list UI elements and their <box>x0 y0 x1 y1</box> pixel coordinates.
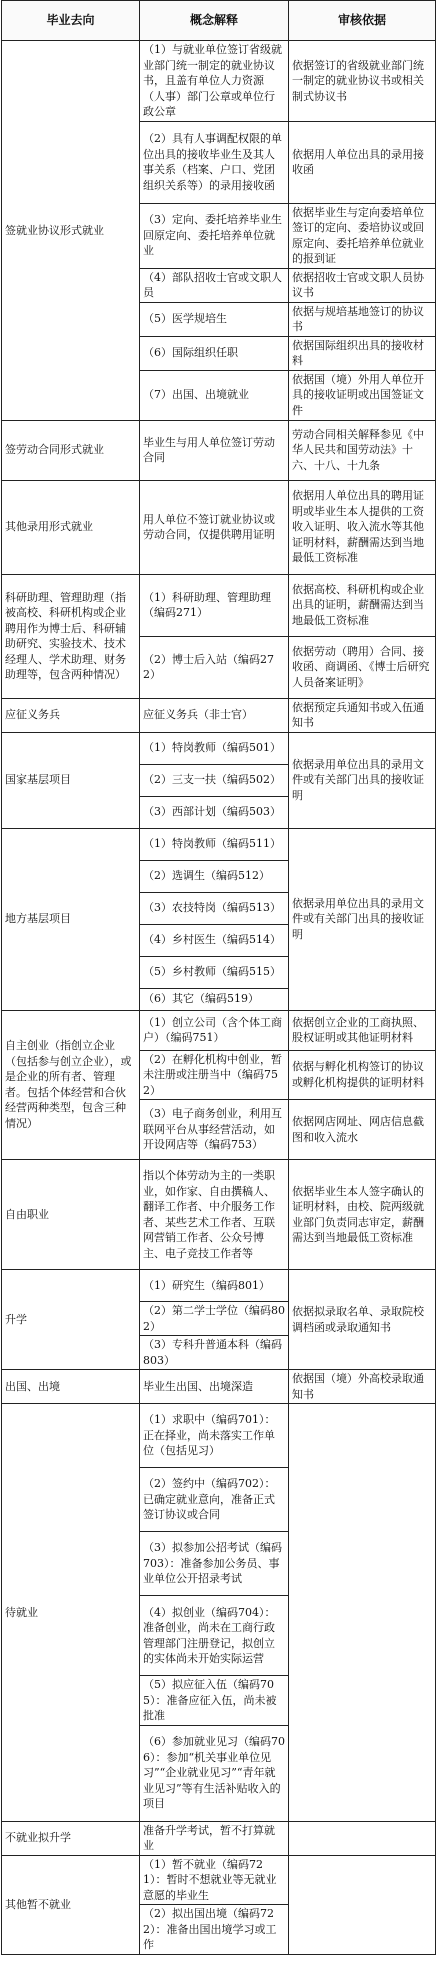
definition-cell: （4）拟创业（编码704）：准备创业，尚未在工商行政管理部门注册登记，拟创立的实体尚未开始实际运营 <box>140 1596 289 1676</box>
basis-cell: 依据拟录取名单、录取院校调档函或录取通知书 <box>289 1270 436 1370</box>
header-row <box>2 1 436 41</box>
basis-cell <box>289 1821 436 1855</box>
table-row <box>2 1160 436 1270</box>
basis-cell <box>289 1404 436 1822</box>
destination-cell: 待就业 <box>2 1404 140 1822</box>
table-row <box>2 1370 436 1404</box>
table-row <box>2 574 436 636</box>
basis-cell: 依据签订的省级就业部门统一制定的就业协议书或相关制式协议书 <box>289 41 436 122</box>
header-basis: 审核依据 <box>289 1 436 41</box>
basis-cell: 依据与规培基地签订的协议书 <box>289 302 436 336</box>
definition-cell: （1）特岗教师（编码501） <box>140 732 289 764</box>
definition-cell: （1）与就业单位签订省级就业部门统一制定的就业协议书，且盖有单位人力资源（人事）部门公章或单位行政公章 <box>140 41 289 122</box>
definition-cell: （3）拟参加公招考试（编码703）：准备参加公务员、事业单位公开招录考试 <box>140 1532 289 1596</box>
basis-cell: 依据录用单位出具的录用文件或有关部门出具的接收证明 <box>289 732 436 828</box>
basis-cell: 依据招收士官或文职人员协议书 <box>289 268 436 302</box>
header-definition: 概念解释 <box>140 1 289 41</box>
definition-cell: （1）科研助理、管理助理（编码271） <box>140 574 289 636</box>
definition-cell: （2）第二学士学位（编码802） <box>140 1302 289 1336</box>
table-row <box>2 828 436 860</box>
table-row <box>2 480 436 574</box>
basis-cell: 依据国（境）外用人单位开具的接收证明或出国签证文件 <box>289 370 436 420</box>
table-row <box>2 732 436 764</box>
definition-cell: （7）出国、出境就业 <box>140 370 289 420</box>
destination-cell: 地方基层项目 <box>2 828 140 1010</box>
definition-cell: 应征义务兵（非士官） <box>140 698 289 732</box>
basis-cell: 依据毕业生本人签字确认的证明材料，由校、院两级就业部门负责同志审定，薪酬需达到当地最低工资标准 <box>289 1160 436 1270</box>
basis-cell: 依据网店网址、网店信息截图和收入流水 <box>289 1100 436 1160</box>
destination-cell: 签就业协议形式就业 <box>2 41 140 421</box>
definition-cell: 毕业生出国、出境深造 <box>140 1370 289 1404</box>
table-row <box>2 698 436 732</box>
destination-cell: 其他录用形式就业 <box>2 480 140 574</box>
basis-cell: 依据创立企业的工商执照、股权证明或其他证明材料 <box>289 1010 436 1050</box>
definition-cell: （5）医学规培生 <box>140 302 289 336</box>
basis-cell: 依据毕业生与定向委培单位签订的定向、委培协议或回原定向、委托培养单位就业的报到证 <box>289 203 436 268</box>
basis-cell: 依据录用单位出具的录用文件或有关部门出具的接收证明 <box>289 828 436 1010</box>
definition-cell: （6）参加就业见习（编码706）：参加“机关事业单位见习”“企业就业见习”“青年就业见习”等有生活补贴收入的项目 <box>140 1725 289 1821</box>
table-row <box>2 1010 436 1050</box>
definition-cell: （1）暂不就业（编码721）：暂时不想就业等无就业意愿的毕业生 <box>140 1855 289 1905</box>
basis-cell <box>289 1855 436 1954</box>
definition-cell: （6）国际组织任职 <box>140 336 289 370</box>
destination-cell: 其他暂不就业 <box>2 1855 140 1954</box>
definition-cell: （3）西部计划（编码503） <box>140 796 289 828</box>
definition-cell: （2）拟出国出境（编码722）：准备出国出境学习或工作 <box>140 1905 289 1955</box>
table-row <box>2 420 436 480</box>
definition-cell: 毕业生与用人单位签订劳动合同 <box>140 420 289 480</box>
definition-cell: （5）拟应征入伍（编码705）：准备应征入伍，尚未被批准 <box>140 1676 289 1726</box>
definition-cell: （1）特岗教师（编码511） <box>140 828 289 860</box>
definition-cell: （5）乡村教师（编码515） <box>140 956 289 988</box>
table-row <box>2 41 436 122</box>
destination-cell: 不就业拟升学 <box>2 1821 140 1855</box>
destination-cell: 出国、出境 <box>2 1370 140 1404</box>
definition-cell: （2）具有人事调配权限的单位出具的接收毕业生及其人事关系（档案、户口、党团组织关系等）的录用接收函 <box>140 121 289 203</box>
definition-cell: 指以个体劳动为主的一类职业，如作家、自由撰稿人、翻译工作者、中介服务工作者、某些艺术工作者、互联网营销工作者、公众号博主、电子竞技工作者等 <box>140 1160 289 1270</box>
destination-cell: 自由职业 <box>2 1160 140 1270</box>
header-destination: 毕业去向 <box>2 1 140 41</box>
definition-cell: （2）签约中（编码702）：已确定就业意向，准备正式签订协议或合同 <box>140 1468 289 1532</box>
definition-cell: （4）部队招收士官或文职人员 <box>140 268 289 302</box>
definition-cell: （2）博士后入站（编码272） <box>140 636 289 698</box>
definition-cell: （2）三支一扶（编码502） <box>140 764 289 796</box>
basis-cell: 依据用人单位出具的录用接收函 <box>289 121 436 203</box>
definition-cell: （2）在孵化机构中创业，暂未注册或注册当中（编码752） <box>140 1050 289 1100</box>
definition-cell: 准备升学考试，暂不打算就业 <box>140 1821 289 1855</box>
basis-cell: 依据与孵化机构签订的协议或孵化机构提供的证明材料 <box>289 1050 436 1100</box>
basis-cell: 依据国际组织出具的接收材料 <box>289 336 436 370</box>
destination-cell: 科研助理、管理助理（指被高校、科研机构或企业聘用作为博士后、科研辅助研究、实验技术、技术经理人、学术助理、财务助理等，包含两种情况） <box>2 574 140 698</box>
definition-cell: （3）定向、委托培养毕业生回原定向、委托培养单位就业 <box>140 203 289 268</box>
definition-cell: （2）选调生（编码512） <box>140 860 289 892</box>
definition-cell: （6）其它（编码519） <box>140 988 289 1010</box>
definition-cell: （1）研究生（编码801） <box>140 1270 289 1302</box>
basis-cell: 依据国（境）外高校录取通知书 <box>289 1370 436 1404</box>
basis-cell: 依据高校、科研机构或企业出具的证明，薪酬需达到当地最低工资标准 <box>289 574 436 636</box>
destination-cell: 应征义务兵 <box>2 698 140 732</box>
basis-cell: 劳动合同相关解释参见《中华人民共和国劳动法》十六、十八、十九条 <box>289 420 436 480</box>
table-row <box>2 1821 436 1855</box>
employment-destination-table <box>1 0 436 1955</box>
destination-cell: 升学 <box>2 1270 140 1370</box>
table-row <box>2 1270 436 1302</box>
definition-cell: （3）农技特岗（编码513） <box>140 892 289 924</box>
basis-cell: 依据预定兵通知书或入伍通知书 <box>289 698 436 732</box>
basis-cell: 依据用人单位出具的聘用证明或毕业生本人提供的工资收入证明、收入流水等其他证明材料，薪酬需达到当地最低工资标准 <box>289 480 436 574</box>
definition-cell: （1）创立公司（含个体工商户）（编码751） <box>140 1010 289 1050</box>
definition-cell: （3）专科升普通本科（编码803） <box>140 1336 289 1370</box>
destination-cell: 国家基层项目 <box>2 732 140 828</box>
basis-cell: 依据劳动（聘用）合同、接收函、商调函、《博士后研究人员备案证明》 <box>289 636 436 698</box>
destination-cell: 签劳动合同形式就业 <box>2 420 140 480</box>
definition-cell: （4）乡村医生（编码514） <box>140 924 289 956</box>
definition-cell: 用人单位不签订就业协议或劳动合同，仅提供聘用证明 <box>140 480 289 574</box>
table-row <box>2 1404 436 1468</box>
destination-cell: 自主创业（指创立企业（包括参与创立企业），或是企业的所有者、管理者。包括个体经营和合伙经营两种类型，包含三种情况） <box>2 1010 140 1160</box>
definition-cell: （3）电子商务创业，利用互联网平台从事经营活动，如开设网店等（编码753） <box>140 1100 289 1160</box>
definition-cell: （1）求职中（编码701）：正在择业，尚未落实工作单位（包括见习） <box>140 1404 289 1468</box>
table-row <box>2 1855 436 1905</box>
